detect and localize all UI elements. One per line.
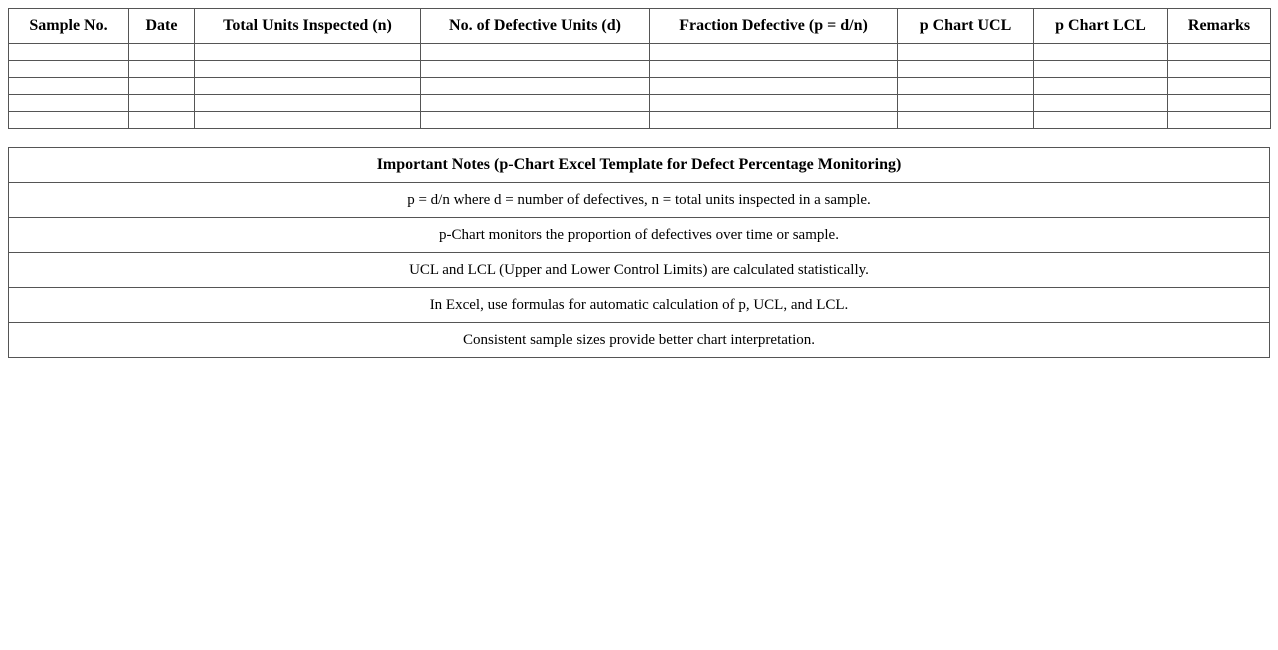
note-text: p = d/n where d = number of defectives, n = total units inspected in a sample.	[9, 183, 1270, 218]
table-cell[interactable]	[9, 78, 129, 95]
table-cell[interactable]	[650, 95, 898, 112]
table-cell[interactable]	[129, 95, 195, 112]
table-cell[interactable]	[650, 44, 898, 61]
table-cell[interactable]	[421, 112, 650, 129]
table-cell[interactable]	[1168, 44, 1271, 61]
table-cell[interactable]	[898, 112, 1034, 129]
table-row	[9, 112, 1271, 129]
table-cell[interactable]	[195, 112, 421, 129]
notes-title: Important Notes (p-Chart Excel Template for Defect Percentage Monitoring)	[9, 148, 1270, 183]
note-text: p-Chart monitors the proportion of defectives over time or sample.	[9, 218, 1270, 253]
table-cell[interactable]	[1034, 78, 1168, 95]
table-cell[interactable]	[1034, 95, 1168, 112]
note-row	[9, 323, 1270, 358]
note-row	[9, 218, 1270, 253]
table-cell[interactable]	[1034, 44, 1168, 61]
table-cell[interactable]	[650, 61, 898, 78]
table-row	[9, 61, 1271, 78]
table-cell[interactable]	[898, 61, 1034, 78]
table-cell[interactable]	[129, 61, 195, 78]
table-cell[interactable]	[1168, 112, 1271, 129]
note-row	[9, 183, 1270, 218]
notes-header-row	[9, 148, 1270, 183]
table-cell[interactable]	[1168, 78, 1271, 95]
table-cell[interactable]	[421, 95, 650, 112]
important-notes-table	[8, 147, 1270, 358]
column-header-date: Date	[129, 9, 195, 44]
column-header-remarks: Remarks	[1168, 9, 1271, 44]
note-text: Consistent sample sizes provide better chart interpretation.	[9, 323, 1270, 358]
table-cell[interactable]	[1168, 61, 1271, 78]
note-row	[9, 288, 1270, 323]
column-header-sample-no: Sample No.	[9, 9, 129, 44]
table-cell[interactable]	[1168, 95, 1271, 112]
table-cell[interactable]	[9, 112, 129, 129]
table-row	[9, 95, 1271, 112]
column-header-lcl: p Chart LCL	[1034, 9, 1168, 44]
table-cell[interactable]	[9, 61, 129, 78]
column-header-fraction-defective: Fraction Defective (p = d/n)	[650, 9, 898, 44]
table-cell[interactable]	[129, 44, 195, 61]
table-cell[interactable]	[195, 44, 421, 61]
header-row	[9, 9, 1271, 44]
table-cell[interactable]	[9, 95, 129, 112]
table-cell[interactable]	[9, 44, 129, 61]
table-cell[interactable]	[898, 78, 1034, 95]
table-cell[interactable]	[650, 78, 898, 95]
table-cell[interactable]	[421, 61, 650, 78]
table-cell[interactable]	[421, 44, 650, 61]
table-cell[interactable]	[129, 112, 195, 129]
table-cell[interactable]	[650, 112, 898, 129]
table-cell[interactable]	[195, 78, 421, 95]
table-cell[interactable]	[195, 95, 421, 112]
column-header-ucl: p Chart UCL	[898, 9, 1034, 44]
note-text: UCL and LCL (Upper and Lower Control Limits) are calculated statistically.	[9, 253, 1270, 288]
note-text: In Excel, use formulas for automatic calculation of p, UCL, and LCL.	[9, 288, 1270, 323]
table-cell[interactable]	[195, 61, 421, 78]
column-header-total-units: Total Units Inspected (n)	[195, 9, 421, 44]
column-header-defective-units: No. of Defective Units (d)	[421, 9, 650, 44]
table-cell[interactable]	[1034, 61, 1168, 78]
table-cell[interactable]	[898, 44, 1034, 61]
table-cell[interactable]	[1034, 112, 1168, 129]
table-cell[interactable]	[898, 95, 1034, 112]
table-row	[9, 78, 1271, 95]
p-chart-data-table	[8, 8, 1271, 129]
table-cell[interactable]	[421, 78, 650, 95]
note-row	[9, 253, 1270, 288]
table-cell[interactable]	[129, 78, 195, 95]
table-row	[9, 44, 1271, 61]
